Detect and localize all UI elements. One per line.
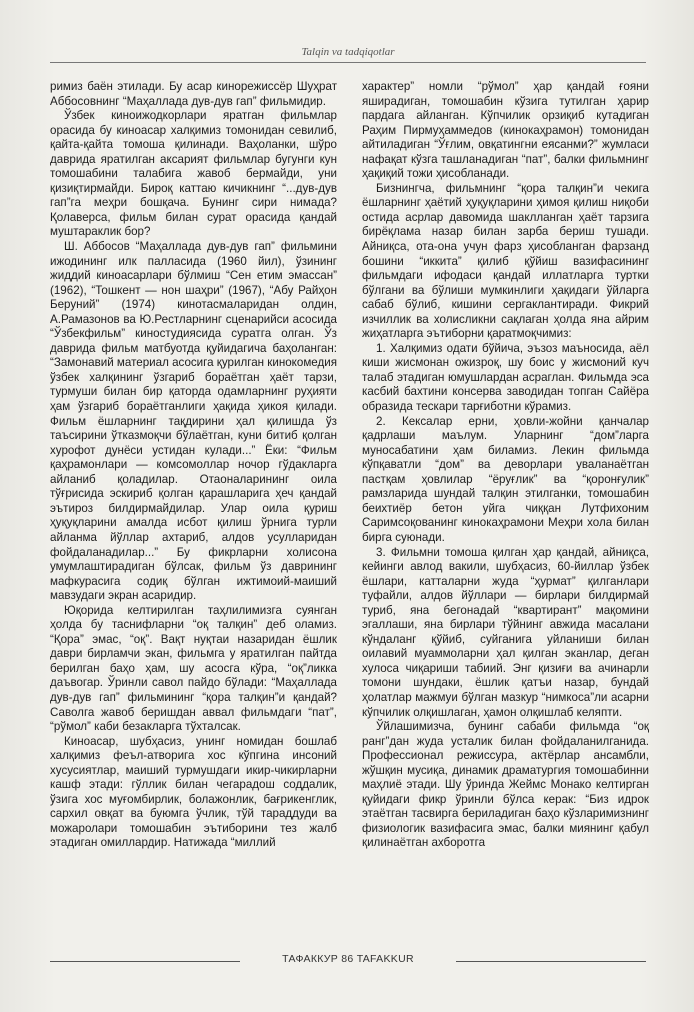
footer-text [50,953,646,965]
footer-journal-latin: TAFAKKUR [356,953,414,965]
paragraph: римиз баён этилади. Бу асар кинорежиссёр Шуҳрат Аббосовнинг “Маҳаллада дув-дув гап” фильмидир. [50,80,337,108]
paragraph: Ўйлашимизча, бунинг сабаби фильмда “оқ ранг”дан жуда усталик билан фойдаланилганида. Профессионал режиссура, актёрлар ансамбли, жўшқин мусиқа, динамик драматургия томошабинни маҳлиё этади. Шу ўринда Жеймс Монако келтирган қуйидаги фикр ўринли бўлса керак: “Биз идрок этаётган тасвирга бериладиган баҳо кўзларимизнинг физиологик вазифасига эмас, балки миянинг қабул қилинаётган ахборотга [362,720,649,850]
paragraph: Бизнингча, фильмнинг “қора талқин”и чекига ёшларнинг ҳаётий ҳуқуқларини ҳимоя қилиш ниқоби остида асрлар давомида шаклланган ҳаёт тарзига бирёқлама назар билан зарба бериш тушади. Айниқса, ота-она учун фарз ҳисобланган фарзанд бошини “иккита” қилиб қўйиш вазифасининг фильмдаги ифодаси қандай иллатларга туртки бўлгани ва бўлиши мумкинлиги ҳақидаги ўйларга сабаб бўлиб, кишини сергаклантиради. Фикрий изчиллик ва холисликни сақлаган ҳолда яна айрим жиҳатларга эътиборни қаратмоқчимиз: [362,181,649,341]
paragraph: 2. Кексалар ерни, ҳовли-жойни қанчалар қадрлаши маълум. Уларнинг “дом”ларга муносабатини ҳам биламиз. Лекин фильмда кўпқаватли “дом” ва деворлари уваланаётган пастқам ҳовлилар “ёруғлик” ва “қоронғулик” рамзларида шундай талқин этилганки, томошабин беихтиёр бетон уйга чиққан Лутфихоним Саримсоқованинг кинокаҳрамони Меҳри хола билан бирга суюнади. [362,414,649,544]
paragraph: характер” номли “рўмол” ҳар қандай ғояни яширадиган, томошабин кўзига тутилган ҳарир пардага айланган. Кўпчилик орзиқиб кутадиган Раҳим Пирмуҳаммедов (кинокаҳрамон) томонидан айтиладиган “Ўғлим, овқатингни еясанми?” жумласи нафақат кўзга ташланадиган “пат”, балки фильмнинг ҳақиқий тожи ҳисобланади. [362,80,649,181]
paragraph: 1. Халқимиз одати бўйича, эъзоз маъносида, аёл киши жисмонан ожизроқ, шу боис у жисмоний куч талаб этадиган юмушлардан асраглан. Фильмда эса касбий бахтини консерва заводидан топган Сайёра образида тескари тарғиботни кўрамиз. [362,341,649,414]
page-footer [50,953,646,969]
running-header: Talqin va tadqiqotlar [301,46,395,58]
paragraph: Ўзбек киноижодкорлари яратган фильмлар орасида бу киноасар халқимиз томонидан севилиб, қайта-қайта томоша қилинади. Ваҳоланки, шўро даврида яратилган аксарият фильмлар бугунги кун томошабини талабига жавоб бермайди, уни қизиқтирмайди. Бироқ каттаю кичикнинг “...дув-дув гап”га меҳри бошқача. Бунинг сири нимада? Қолаверса, фильм билан сурат орасида қандай муштараклик бор? [50,109,337,239]
left-column [50,80,337,851]
page-number: 86 [341,953,354,965]
right-column [362,80,649,851]
paragraph: Киноасар, шубҳасиз, унинг номидан бошлаб халқимиз феъл-атворига хос кўпгина инсоний хусусиятлар, маиший турмушдаги икир-чикирларни кашф этади: гўллик билан чегарадош соддалик, ўзига хос муғомбирлик, болажонлик, бағрикенглик, сархил овқат ва буюмга ўчлик, тўй тараддуди ва можаролари томошабин эътиборини тез жалб этадиган омиллардир. Натижада “миллий [50,734,337,850]
paragraph: Ш. Аббосов “Маҳаллада дув-дув гап” фильмини ижодининг илк палласида (1960 йил), ўзининг жиддий киноасарлари бўлмиш “Сен етим эмассан” (1962), “Тошкент — нон шаҳри” (1967), “Абу Райҳон Беруний” (1974) кинотасмаларидан олдин, А.Рамазонов ва Ю.Рестларнинг сценарийси асосида “Ўзбекфильм” киностудиясида суратга олган. Ўз даврида фильм матбуотда қуйидагича баҳоланган: “Замонавий материал асосига қурилган кинокомедия ўзбек халқининг ўзгариб бораётган ҳаёт тарзи, турмуши билан бир қаторда одамларнинг руҳияти ҳам ўзгариб бораётганлиги ҳақида ҳикоя қилади. Фильм ёшларнинг тақдирини ҳал қилишда ўз таъсирини ўтказмоқчи бўлаётган, куни битиб қолган хурофот дунёси устидан кулади...” Ёки: “Фильм қаҳрамонлари — комсомоллар ночор гўдакларга айланиб қоладилар. Отаоналарининг оила тўғрисида эскириб қолган қарашларига ҳеч қандай эътироз билдирмайдилар. Улар оила қуриш ҳуқуқларини амалда исбот қилиш ўрнига турли айланма йўллар ахтариб, алдов усулларидан фойдаланадилар...” Бу фикрларни холисона умумлаштирадиган бўлсак, фильм ўз даврининг мафкурасига содиқ бўлган ижтимоий-маиший мавзудаги экран асаридир. [50,240,338,603]
header-rule [50,62,646,63]
paragraph: 3. Фильмни томоша қилган ҳар қандай, айниқса, кейинги авлод вакили, шубҳасиз, 60-йиллар ўзбек ёшлари, катталарни жуда “ҳурмат” қилганлари туфайли, алдов йўллари — бирлари билдирмай туриб, яна бегонадай “квартирант” мақомини эгаллаши, яна бирлари тўйнинг авжида масалани кўндаланг қўйиб, суйганига уйланиши билан оилавий муаммоларни ҳал қилган эканлар, деган хулоса чиқариши табиий. Энг қизиғи ва ачинарли томони шундаки, ёшлик қатъи назар, бундай ҳолатлар мажмуи бўлган мазкур “нимкоса”ли асарни кўпчилик олқишлаган, ҳамон олқишлаб келяпти. [362,545,649,719]
footer-rule-right [456,961,646,962]
paragraph: Юқорида келтирилган таҳлилимизга суянган ҳолда бу таснифларни “оқ талқин” деб оламиз. “Қора” эмас, “оқ”. Вақт нуқтаи назаридан ёшлик даври бирламчи экан, фильмга у яратилган пайтда берилган баҳо ҳам, шу асосга кўра, “оқ”ликка даъвогар. Ўринли савол пайдо бўлади: “Маҳаллада дув-дув гап” фильмининг “қора талқин”и қандай? Саволга жавоб беришдан аввал фильмдаги “пат”, “рўмол” каби безакларга тўхталсак. [50,603,337,734]
footer-journal-cyrillic: ТАФАККУР [282,953,339,965]
